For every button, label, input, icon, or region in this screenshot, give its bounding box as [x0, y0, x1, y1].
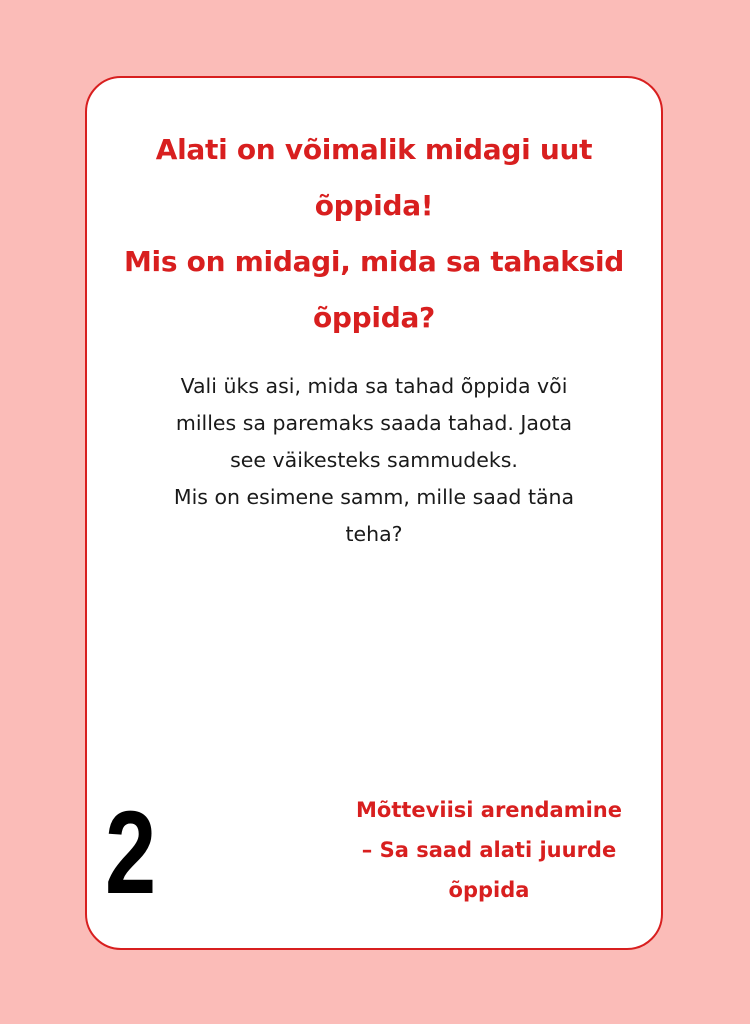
card-title-line: Mis on midagi, mida sa tahaksid	[123, 245, 625, 278]
card-title-line: õppida?	[313, 301, 435, 334]
card	[85, 76, 663, 950]
card-title-line: Alati on võimalik midagi uut	[155, 133, 593, 166]
card-body-line: see väikesteks sammudeks.	[230, 448, 518, 472]
card-body-line: Vali üks asi, mida sa tahad õppida või	[180, 374, 568, 398]
card-number: 2	[105, 787, 157, 919]
card-category-line: Mõtteviisi arendamine	[356, 798, 622, 822]
card-category-line: – Sa saad alati juurde	[361, 838, 617, 862]
card-title	[87, 122, 661, 346]
card-body-line: milles sa paremaks saada tahad. Jaota	[175, 411, 573, 435]
card-title-line: õppida!	[314, 189, 434, 222]
card-body-line: Mis on esimene samm, mille saad täna	[173, 485, 575, 509]
card-body-line: teha?	[345, 522, 403, 546]
card-category	[329, 790, 649, 910]
card-body	[127, 368, 621, 553]
card-category-line: õppida	[448, 878, 530, 902]
